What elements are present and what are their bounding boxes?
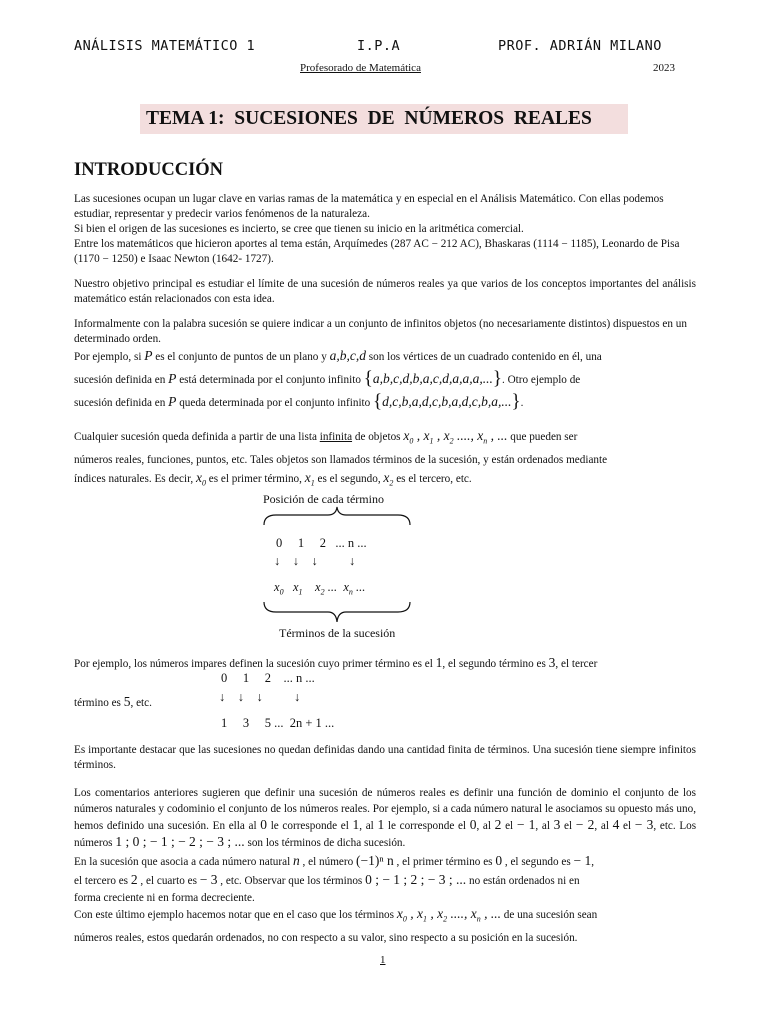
header-institution: I.P.A — [357, 38, 401, 54]
paragraph-infinite-terms: Es importante destacar que las sucesiones no quedan definidas dando una cantidad finita de términos. Una sucesión tiene siempre infinitos términos. — [74, 744, 696, 771]
header-professor: PROF. ADRIÁN MILANO — [498, 38, 662, 54]
header-year: 2023 — [653, 62, 675, 74]
paragraph-informal: Informalmente con la palabra sucesión se quiere indicar a un conjunto de infinitos objetos (no necesariamente distintos) dispuestos en un determinado orden. — [74, 318, 687, 345]
paragraph-alternating: En la sucesión que asocia a cada número natural n , el número (−1)ⁿ n , el primer término es 0 , el segundo es − 1, el tercero es 2 , el cuarto es − 3 , etc. Observar que los términos 0 ; − 1 ; 2 ; − 3 ; ... no están ordenados ni en forma creciente ni en forma decreciente. — [74, 853, 595, 904]
page-number: 1 — [380, 954, 386, 966]
diagram2-indices: 0 1 2 ... n ... — [221, 671, 315, 685]
section-heading: INTRODUCCIÓN — [74, 160, 224, 180]
brace-bottom-icon — [262, 600, 412, 624]
page-title: TEMA 1: SUCESIONES DE NÚMEROS REALES — [146, 108, 592, 129]
paragraph-objective: Nuestro objetivo principal es estudiar el límite de una sucesión de números reales ya que varios de los conceptos importantes del análisis matemático están relacionados con esta idea. — [74, 278, 696, 305]
set-two: d,c,b,a,d,c,b,a,d,c,b,a,... — [382, 394, 512, 409]
paragraph-function-definition: Los comentarios anteriores sugieren que definir una sucesión de números reales es definir una función de dominio el conjunto de los números naturales y codominio el conjunto de los números reales. Por ejemplo, si a cada número natural le asociamos su opuesto más uno, hemos definido una sucesión. En ella al 0 le corresponde el 1, al 1 le corresponde el 0, al 2 el − 1, al 3 el − 2, al 4 el − 3, etc. Los números 1 ; 0 ; − 1 ; − 2 ; − 3 ; ... son los términos de dicha sucesión. — [74, 787, 697, 849]
diagram-label-terms: Términos de la sucesión — [279, 626, 396, 640]
brace-top-icon — [262, 505, 412, 527]
paragraph-odd-third: término es 5, etc. — [74, 694, 152, 709]
paragraph-intro-1: Las sucesiones ocupan un lugar clave en varias ramas de la matemática y en especial en el Análisis Matemático. Con ellas podemos estudiar, representar y predecir varios fenómenos de la naturaleza. Si bien el origen de las sucesiones es incierto, se cree que tienen su inicio en la aritmética comercial. Entre los matemáticos que hicieron aportes al tema están, Arquímedes (287 AC − 212 AC), Bhaskaras (1114 − 1185), Leonardo de Pisa (1170 − 1250) e Isaac Newton (1642- 1727). — [74, 193, 680, 265]
diagram-terms: $x_0$ $x_1$ $x_2$ ... $x_n$ ... — [274, 580, 366, 597]
paragraph-odd-numbers: Por ejemplo, los números impares definen la sucesión cuyo primer término es el 1, el segundo término es 3, el tercer — [74, 655, 598, 670]
diagram-label-positions: Posición de cada término — [263, 492, 384, 506]
page-title-box — [140, 104, 628, 134]
header-course: ANÁLISIS MATEMÁTICO 1 — [74, 38, 256, 54]
diagram2-values: 1 3 5 ... 2n + 1 ... — [221, 716, 335, 730]
paragraph-any-sequence: Cualquier sucesión queda definida a partir de una lista infinita de objetos $x_0$ , $x_1$ , $x_2$ ...., $x_n$ , ... que pueden ser números reales, funciones, puntos, etc. Tales objetos son llamados términos de la sucesión, y están ordenados mediante índices naturales. Es decir, $x_0$ es el primer término, $x_1$ es el segundo, $x_2$ es el tercero, etc. — [74, 428, 608, 488]
paragraph-example: Por ejemplo, si P es el conjunto de puntos de un plano y a,b,c,d son los vértices de un cuadrado contenido en él, una sucesión definida en P está determinada por el conjunto infinito {a,b,c,d,b,a,c,d,a,a,a,...}. Otro ejemplo de sucesión definida en P queda determinada por el conjunto infinito {d,c,b,a,d,c,b,a,d,c,b,a,...}. — [74, 348, 602, 412]
diagram-arrows: ↓ ↓ ↓ ↓ — [274, 554, 356, 568]
diagram2-arrows: ↓ ↓ ↓ ↓ — [219, 690, 301, 704]
paragraph-conclusion: Con este último ejemplo hacemos notar que en el caso que los términos $x_0$ , $x_1$ , $x_2$ ...., $x_n$ , ... de una sucesión sean números reales, estos quedarán ordenados, no con respecto a su valor, sino respecto a su posición en la sucesión. — [74, 906, 598, 944]
header-program: Profesorado de Matemática — [300, 62, 421, 74]
diagram-indices: 0 1 2 ... n ... — [276, 536, 367, 550]
set-one: a,b,c,d,b,a,c,d,a,a,a,... — [372, 371, 493, 386]
